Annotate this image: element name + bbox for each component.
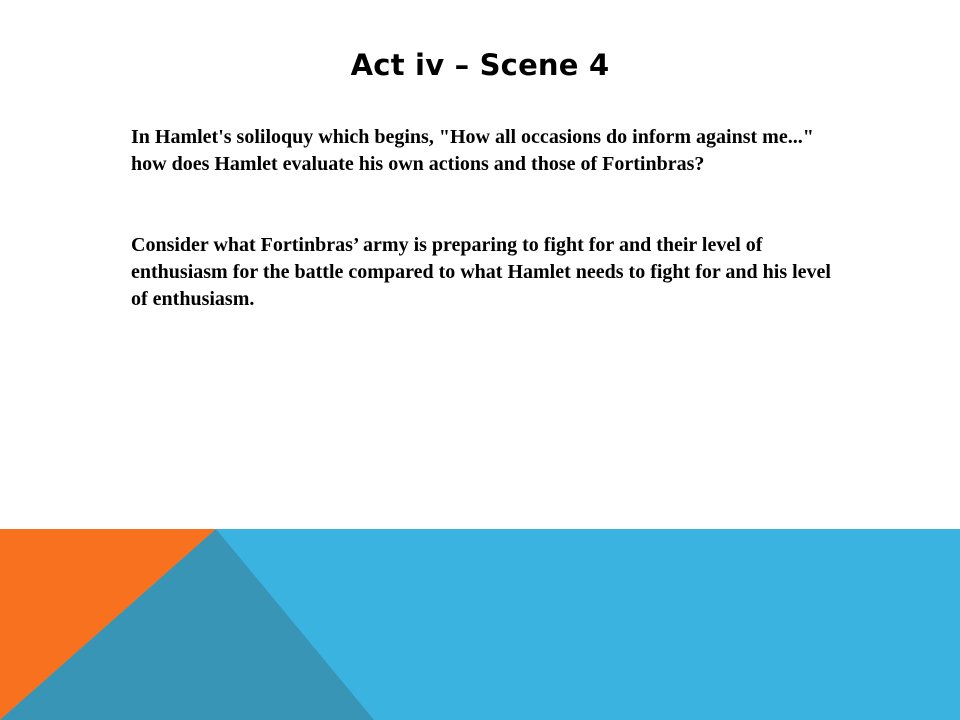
slide-body	[131, 124, 851, 313]
decorative-footer-band	[0, 529, 960, 720]
consider-paragraph: Consider what Fortinbras’ army is preparing to fight for and their level of enthusiasm for the battle compared to what Hamlet needs to fight for and his level of enthusiasm.	[131, 234, 831, 310]
question-paragraph: In Hamlet's soliloquy which begins, "How all occasions do inform against me..." how does Hamlet evaluate his own actions and those of Fortinbras?	[131, 126, 814, 175]
slide-title: Act iv – Scene 4	[350, 48, 610, 82]
